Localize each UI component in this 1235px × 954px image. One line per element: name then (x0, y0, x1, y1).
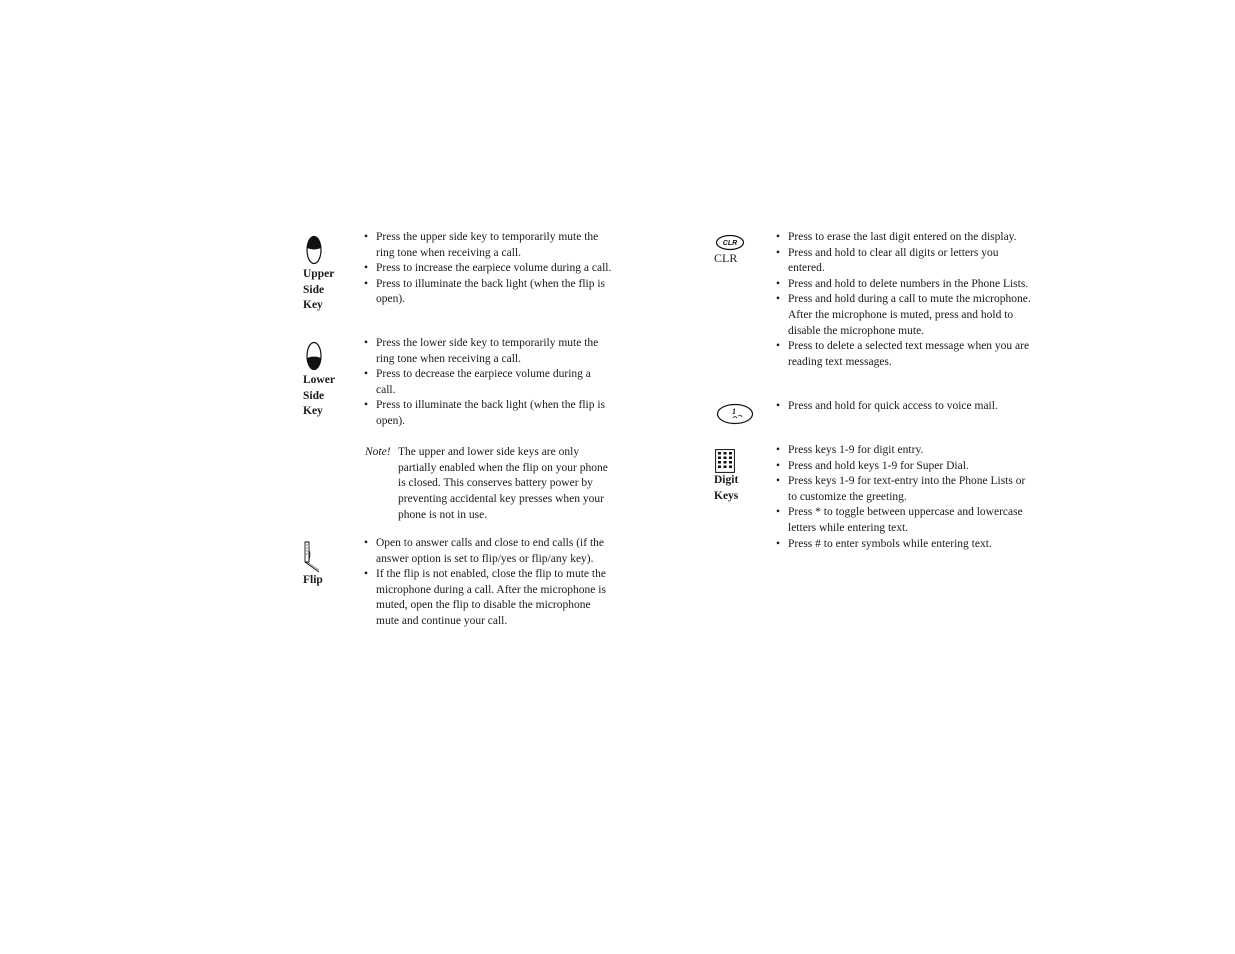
note-block (365, 445, 611, 524)
list-item: • Press # to enter symbols while entering text. (776, 537, 1032, 553)
upper-side-key-bullets (364, 230, 612, 308)
list-item: • Press keys 1-9 for text-entry into the Phone Lists or to customize the greeting. (776, 474, 1032, 505)
digit-keys-label: Digit Keys (714, 474, 739, 502)
list-item: • Press the upper side key to temporarily mute the ring tone when receiving a call. (364, 230, 612, 261)
lower-side-key-label: Lower Side Key (303, 374, 335, 417)
voicemail-key-icon-text: 1 (732, 407, 736, 416)
flip-phone-icon (302, 540, 322, 574)
list-item: • Press and hold to delete numbers in the Phone Lists. (776, 277, 1032, 293)
clr-key-icon (715, 234, 745, 251)
keypad-icon (715, 449, 735, 473)
voicemail-bullets (776, 399, 1032, 415)
list-item: • Press keys 1-9 for digit entry. (776, 443, 1032, 459)
note-tag: Note! (365, 446, 391, 458)
lower-side-key-bullets (364, 336, 612, 430)
list-item: • Press to decrease the earpiece volume during a call. (364, 367, 612, 398)
list-item: • Press to increase the earpiece volume during a call. (364, 261, 612, 277)
list-item: • Press to illuminate the back light (when the flip is open). (364, 398, 612, 429)
voicemail-key-icon (716, 403, 754, 425)
note-text: The upper and lower side keys are only partially enabled when the flip on your phone is closed. This conserves battery power by preventing accidental key presses when your phone is not in use. (398, 446, 608, 521)
list-item: • Press and hold for quick access to voice mail. (776, 399, 1032, 415)
list-item: • Press and hold during a call to mute the microphone. After the microphone is muted, press and hold to disable the microphone mute. (776, 292, 1032, 339)
list-item: • Press and hold to clear all digits or letters you entered. (776, 246, 1032, 277)
list-item: • Press * to toggle between uppercase and lowercase letters while entering text. (776, 505, 1032, 536)
clr-key-icon-text: CLR (722, 240, 738, 248)
flip-bullets (364, 536, 612, 630)
lower-side-key-icon (305, 341, 323, 371)
list-item: • Open to answer calls and close to end calls (if the answer option is set to flip/yes or flip/any key). (364, 536, 612, 567)
list-item: • Press to erase the last digit entered on the display. (776, 230, 1032, 246)
list-item: • Press and hold keys 1-9 for Super Dial. (776, 459, 1032, 475)
list-item: • Press the lower side key to temporarily mute the ring tone when receiving a call. (364, 336, 612, 367)
digit-keys-bullets (776, 443, 1032, 552)
clr-label: CLR (714, 251, 738, 265)
upper-side-key-icon (305, 235, 323, 265)
list-item: • If the flip is not enabled, close the flip to mute the microphone during a call. After the microphone is muted, open the flip to disable the microphone mute and continue your call. (364, 567, 612, 629)
upper-side-key-label: Upper Side Key (303, 268, 335, 311)
list-item: • Press to delete a selected text message when you are reading text messages. (776, 339, 1032, 370)
clr-bullets (776, 230, 1032, 370)
list-item: • Press to illuminate the back light (when the flip is open). (364, 277, 612, 308)
flip-label: Flip (303, 574, 323, 586)
